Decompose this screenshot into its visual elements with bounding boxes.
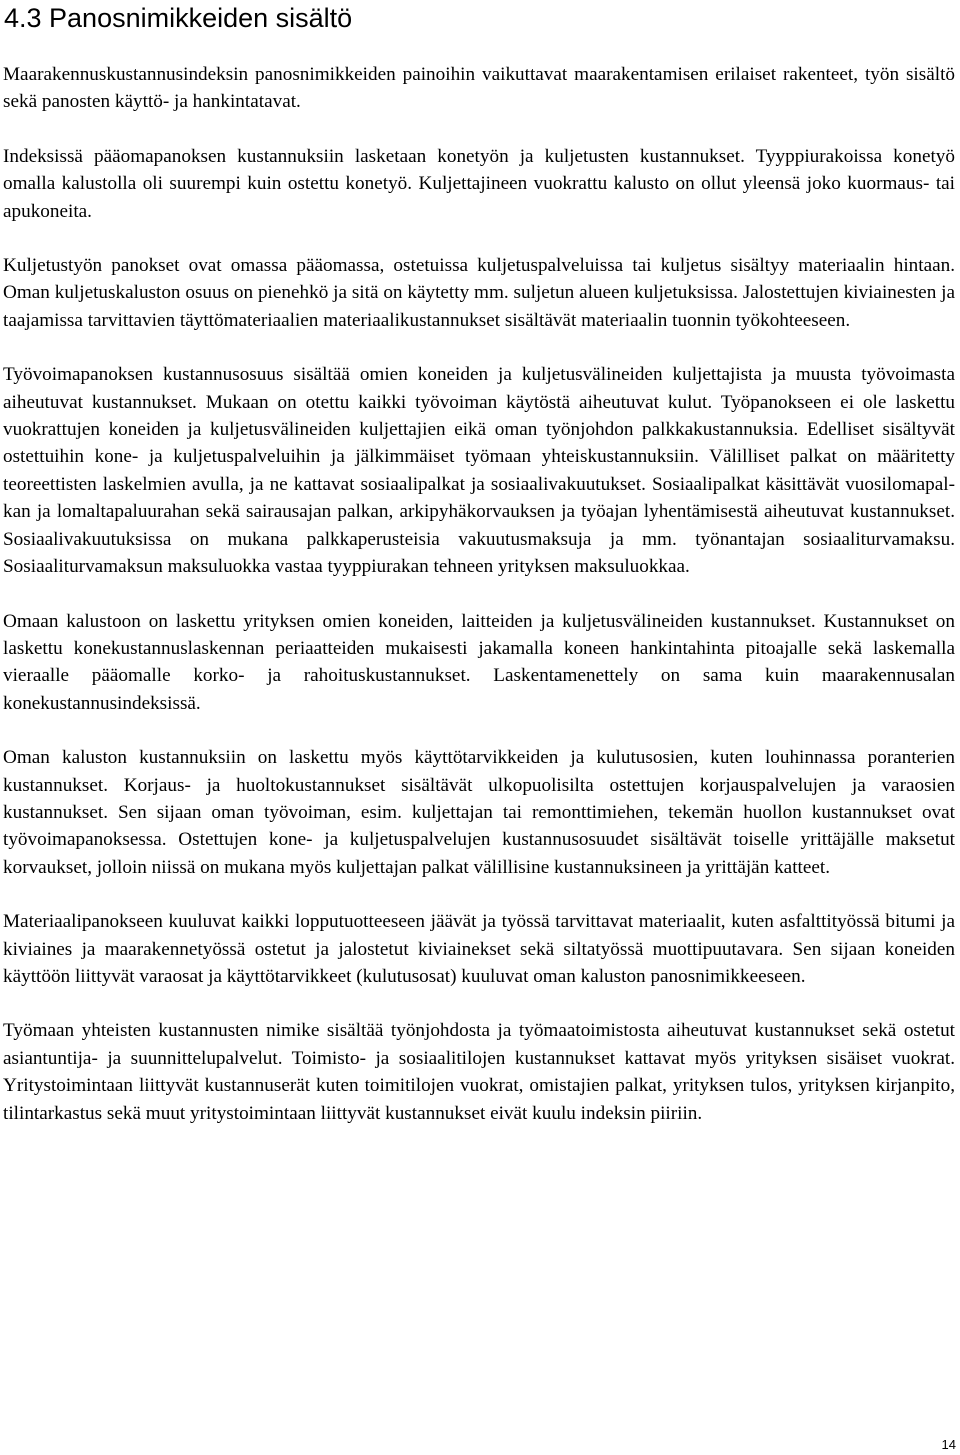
paragraph-transport-input: Kuljetustyön panokset ovat omassa pääomassa, ostetuissa kuljetuspalveluissa tai kuljetus sisältyy materiaalin hintaan. Oman kuljetuskaluston osuus on pienehkö ja sitä on käytetty mm. suljetun alueen kuljetuksissa. Jalostettujen kiviainesten ja taajamissa tarvittavien täyttömateriaalien materiaalikustannukset sisältävät materiaalin tuonnin työkohteeseen.: [3, 255, 955, 331]
paragraph-material-input: Materiaalipanokseen kuuluvat kaikki lopputuotteeseen jäävät ja työssä tarvittavat materiaalit, kuten asfalttityössä bitumi ja kiviaines ja maarakennetyössä ostetut ja jalostetut kiviainekset sekä siltatyössä muottipuutavara. Sen sijaan koneiden käyttöön liittyvät varaosat ja käyttötarvikkeet (kulutusosat) kuuluvat oman kaluston panosnimikkeeseen.: [3, 911, 955, 987]
page-number: 14: [941, 1437, 956, 1452]
paragraph-equipment-costs: Oman kaluston kustannuksiin on laskettu myös käyttötarvikkeiden ja kulutusosien, kuten louhinnassa poranterien kustannukset. Korjaus- ja huoltokustannukset sisältävät ulkopuolisilta ostettujen korjauspalvelujen ja varaosien kustannukset. Sen sijaan oman työvoiman, esim. kuljettajan tai remonttimiehen, tekemän huollon kustannukset ovat työvoimapanoksessa. Ostettujen kone- ja kuljetuspalvelujen kustannusosuudet sisältävät toiselle yrittäjälle maksetut korvaukset, jolloin niissä on mukana myös kuljettajan palkat välillisine kustannuksineen ja yrittäjän katteet.: [3, 747, 955, 878]
section-heading: 4.3 Panosnimikkeiden sisältö: [4, 3, 353, 33]
body-text: [3, 61, 955, 1154]
paragraph-intro: Maarakennuskustannusindeksin panosnimikkeiden painoihin vaikuttavat maarakentamisen erilaiset rakenteet, työn sisältö sekä panosten käyttö- ja hankintatavat.: [3, 64, 955, 113]
paragraph-own-equipment: Omaan kalustoon on laskettu yrityksen omien koneiden, laitteiden ja kuljetusvälineiden kustannukset. Kustannukset on laskettu konekustannuslaskennan periaatteiden mukaisesti jakamalla koneen hankintahinta pitoajalle sekä laskemalla vieraalle pääomalle korko- ja rahoituskustannukset. Laskentamenettely on sama kuin maarakennusalan konekustannusindeksissä.: [3, 610, 955, 714]
paragraph-labour-input: Työvoimapanoksen kustannusosuus sisältää omien koneiden ja kuljetusvälineiden kuljettajista ja muusta työvoimasta aiheutuvat kustannukset. Mukaan on otettu kaikki työvoiman käytöstä aiheutuvat kulut. Työpanokseen ei ole laskettu vuokrattujen koneiden ja kuljetusvälineiden kuljettajien eikä oman työnjohdon palkkakustannuksia. Edelliset sisältyvät ostettuihin kone- ja kuljetuspalveluihin ja jälkimmäiset työmaan yhteiskustannuksiin. Välilliset palkat on määritetty teoreettisten laskelmien avulla, ja ne kattavat sosiaalipalkat ja sosiaalivakuutukset. Sosiaalipalkat käsittävät vuosilomapalkan ja lomaltapaluurahan sekä sairausajan palkan, arkipyhäkorvauksen ja työajan lyhentämisestä aiheutuvat kustannukset. Sosiaalivakuutuksissa on mukana palkkaperusteisia vakuutusmaksuja ja mm. työnantajan sosiaaliturvamaksu. Sosiaaliturvamaksun maksuluokka vastaa tyyppiurakan tehneen yrityksen maksuluokkaa.: [3, 364, 955, 578]
paragraph-site-overheads: Työmaan yhteisten kustannusten nimike sisältää työnjohdosta ja työmaatoimistosta aiheutuvat kustannukset sekä ostetut asiantuntija- ja suunnittelupalvelut. Toimisto- ja sosiaalitilojen kustannukset kattavat myös yrityksen sisäiset vuokrat. Yritystoimintaan liittyvät kustannuserät kuten toimitilojen vuokrat, omistajien palkat, yrityksen tulos, yrityksen kirjanpito, tilintarkastus sekä muut yritystoimintaan liittyvät kustannukset eivät kuulu indeksin piiriin.: [3, 1020, 955, 1124]
paragraph-capital-input: Indeksissä pääomapanoksen kustannuksiin lasketaan konetyön ja kuljetusten kustannukset. Tyyppiurakoissa konetyö omalla kalustolla oli suurempi kuin ostettu konetyö. Kuljettajineen vuokrattu kalusto on ollut yleensä joko kuormaus- tai apukoneita.: [3, 145, 955, 222]
